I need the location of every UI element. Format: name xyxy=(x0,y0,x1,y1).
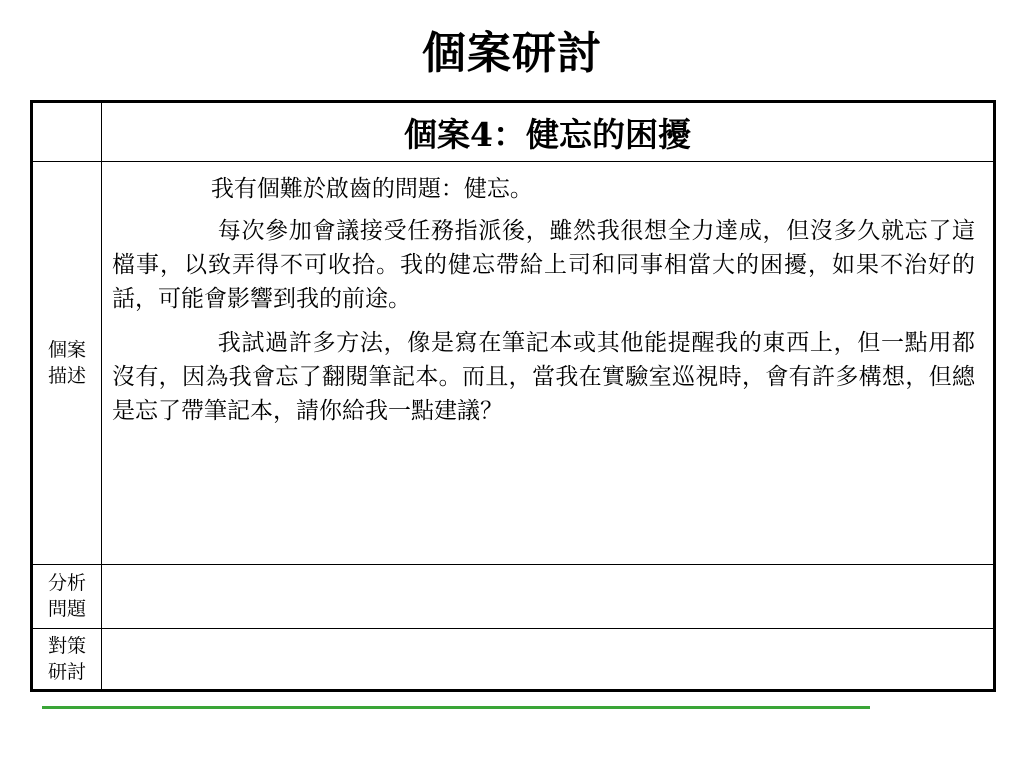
case-heading: 個案4：健忘的困擾 xyxy=(102,102,995,162)
label-line: 對策 xyxy=(47,634,86,657)
label-line: 分析 xyxy=(47,572,86,595)
green-divider-line xyxy=(42,706,870,709)
case-description-cell xyxy=(102,162,995,565)
label-line: 研討 xyxy=(47,660,86,683)
case-description-label xyxy=(32,162,102,565)
problem-analysis-cell[interactable] xyxy=(102,564,995,628)
problem-analysis-row xyxy=(32,564,995,628)
label-line: 問題 xyxy=(47,598,86,621)
strategy-discussion-label xyxy=(32,628,102,690)
description-paragraph: 我試過許多方法，像是寫在筆記本或其他能提醒我的東西上，但一點用都沒有，因為我會忘了翻閱筆記本。而且，當我在實驗室巡視時，會有許多構想，但總是忘了帶筆記本，請你給我一點建議？ xyxy=(112,330,975,425)
label-line: 描述 xyxy=(47,364,86,387)
table-header-row xyxy=(32,102,995,162)
case-description-row xyxy=(32,162,995,565)
corner-cell xyxy=(32,102,102,162)
case-study-table xyxy=(30,100,996,692)
problem-analysis-label xyxy=(32,564,102,628)
page-title: 個案研討 xyxy=(422,28,602,79)
description-paragraph: 我有個難於啟齒的問題：健忘。 xyxy=(210,176,533,203)
strategy-discussion-cell[interactable] xyxy=(102,628,995,690)
description-paragraph: 每次參加會議接受任務指派後，雖然我很想全力達成，但沒多久就忘了這檔事，以致弄得不可收拾。我的健忘帶給上司和同事相當大的困擾，如果不治好的話，可能會影響到我的前途。 xyxy=(112,218,975,313)
label-line: 個案 xyxy=(47,338,86,361)
strategy-discussion-row xyxy=(32,628,995,690)
